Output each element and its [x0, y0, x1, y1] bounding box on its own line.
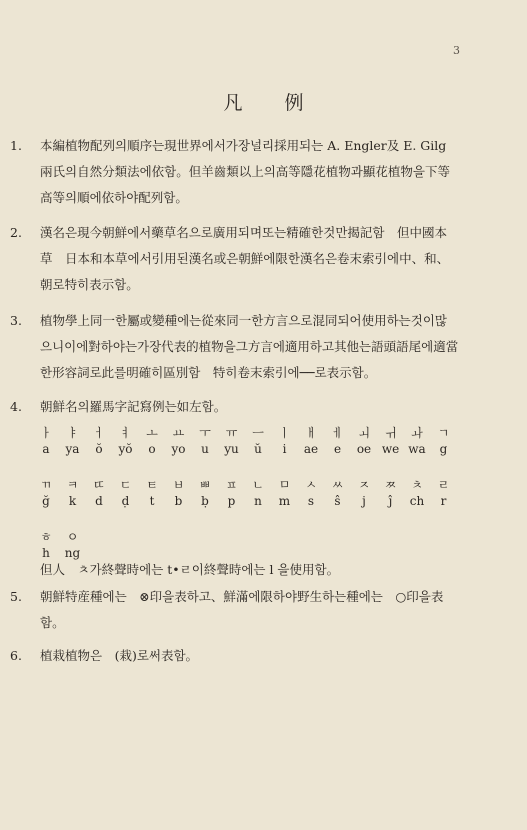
hangul-letter: ㅌ [146, 478, 158, 492]
rule-item-1 [10, 133, 490, 211]
rule-number: 3. [10, 313, 22, 328]
rule-number: 4. [10, 399, 22, 414]
roman-letter: h [42, 546, 50, 560]
rule-line: 兩氏의自然分類法에依함。但羊齒類以上의高等隱花植物과顯花植物을下等 [40, 164, 450, 179]
hangul-letter: ㅑ [66, 426, 79, 440]
roman-letter: wa [408, 442, 426, 456]
roman-letter: e [333, 442, 342, 456]
hangul-letter: ㅡ [252, 426, 264, 440]
hangul-letter: ㅣ [278, 426, 291, 440]
hangul-letter: ㅕ [119, 426, 132, 440]
roman-letter: d [95, 494, 103, 508]
hangul-letter: ㄹ [437, 478, 450, 492]
roman-letter: ḅ [201, 494, 209, 508]
rule-line: 本編植物配列의順序는現世界에서가장널리採用되는 A. Engler及 E. Gilg [40, 138, 447, 153]
roman-letter: ya [65, 442, 80, 456]
hangul-letter: ㅈ [358, 478, 370, 492]
rule-item-5 [10, 584, 490, 636]
rule-line: 植物學上同一한屬或變種에는從來同一한方言으로混同되어使用하는것이많 [40, 313, 447, 328]
roman-letter: i [282, 442, 287, 456]
hangul-letter: ㅁ [278, 478, 291, 492]
hangul-letter: ㅗ [146, 426, 158, 440]
rule-item-4 [10, 394, 490, 420]
rule-number: 5. [10, 589, 22, 604]
roman-letter: j [362, 494, 366, 508]
roman-letter: ğ [42, 494, 50, 508]
hangul-letter: ㅆ [331, 478, 344, 492]
hangul-letter: ㅟ [384, 426, 397, 440]
rule-line: 함。 [40, 615, 65, 630]
hangul-letter: ㅚ [358, 426, 370, 440]
hangul-letter: ㅉ [384, 478, 397, 492]
page-title: 凡例 [223, 92, 346, 114]
roman-letter: ŝ [334, 494, 341, 508]
rule-line: 朝鮮名의羅馬字記寫例는如左함。 [40, 399, 227, 414]
roman-letter: ḍ [121, 494, 130, 508]
hangul-letter: ㅘ [411, 426, 423, 440]
rule-line: 植栽植物은 (栽)로써表함。 [40, 648, 199, 663]
hangul-letter: ㅓ [93, 426, 105, 440]
hangul-letter: ㅎ [40, 530, 52, 544]
roman-letter: o [148, 442, 156, 456]
rule-line: 朝로特히表示함。 [40, 277, 139, 292]
roman-letter: yŏ [118, 442, 133, 456]
rule-number: 1. [10, 138, 22, 153]
roman-letter: g [439, 442, 448, 456]
page-number: 3 [453, 44, 460, 57]
rule-item-2 [10, 220, 490, 298]
roman-letter: ng [64, 546, 81, 560]
rule-line: 高等의順에依하야配列함。 [40, 190, 188, 205]
hangul-letter: ㅠ [225, 426, 238, 440]
hangul-letter: ㄷ [119, 478, 132, 492]
rule-line: 朝鮮特産種에는 ⊗印을表하고、鮮滿에限하야野生하는種에는 ○印을表 [40, 589, 444, 604]
hangul-letter: ㅃ [199, 478, 211, 492]
hangul-letter: ㅜ [199, 426, 211, 440]
rule-item-3 [10, 308, 490, 386]
roman-letter: yo [171, 442, 186, 456]
hangul-letter: ㄱ [437, 426, 450, 440]
roman-letter: ŭ [254, 442, 262, 456]
hangul-letter: ㅅ [305, 478, 317, 492]
hangul-letter: ㅔ [331, 426, 344, 440]
hangul-letter: ㅊ [411, 478, 423, 492]
roman-letter: p [227, 494, 236, 508]
roman-letter: ŏ [95, 442, 103, 456]
rule-line: 草 日本和本草에서引用된漢名或은朝鮮에限한漢名은卷末索引에中、和、 [40, 251, 450, 266]
roman-letter: b [174, 494, 183, 508]
hangul-letter: ㅇ [66, 530, 79, 544]
roman-letter: oe [356, 442, 372, 456]
romanization-note: 但人 ㅊ가終聲時에는 t•ㄹ이終聲時에는 l 을使用함。 [40, 562, 340, 577]
roman-letter: we [381, 442, 400, 456]
hangul-letter: ㅂ [172, 478, 185, 492]
hangul-letter: ㄴ [252, 478, 264, 492]
hangul-letter: ㄲ [40, 478, 52, 492]
roman-letter: k [68, 494, 77, 508]
roman-letter: ae [303, 442, 319, 456]
roman-letter: r [440, 494, 447, 508]
roman-letter: a [42, 442, 50, 456]
hangul-letter: ㅏ [40, 426, 52, 440]
hangul-letter: ㅋ [66, 478, 79, 492]
roman-letter: ĵ [388, 494, 393, 508]
roman-letter: n [254, 494, 262, 508]
roman-letter: s [307, 494, 315, 508]
rule-line: 한形容詞로此를明確히區別함 特히卷末索引에──로表示함。 [40, 365, 377, 380]
rule-line: 漢名은現今朝鮮에서藥草名으로廣用되며또는精確한것만揭記함 但中國本 [40, 225, 447, 240]
roman-letter: t [149, 494, 155, 508]
rule-line: 으니이에對하야는가장代表的植物을그方言에適用하고其他는語頭語尾에適當 [40, 339, 459, 354]
roman-letter: ch [409, 494, 425, 508]
hangul-letter: ㅛ [172, 426, 185, 440]
hangul-letter: ㄸ [93, 478, 105, 492]
rule-number: 6. [10, 648, 22, 663]
rule-number: 2. [10, 225, 22, 240]
rule-item-6 [10, 643, 490, 669]
roman-letter: u [201, 442, 209, 456]
hangul-letter: ㅐ [305, 426, 317, 440]
roman-letter: yu [224, 442, 239, 456]
hangul-letter: ㅍ [225, 478, 238, 492]
roman-letter: m [278, 494, 291, 508]
